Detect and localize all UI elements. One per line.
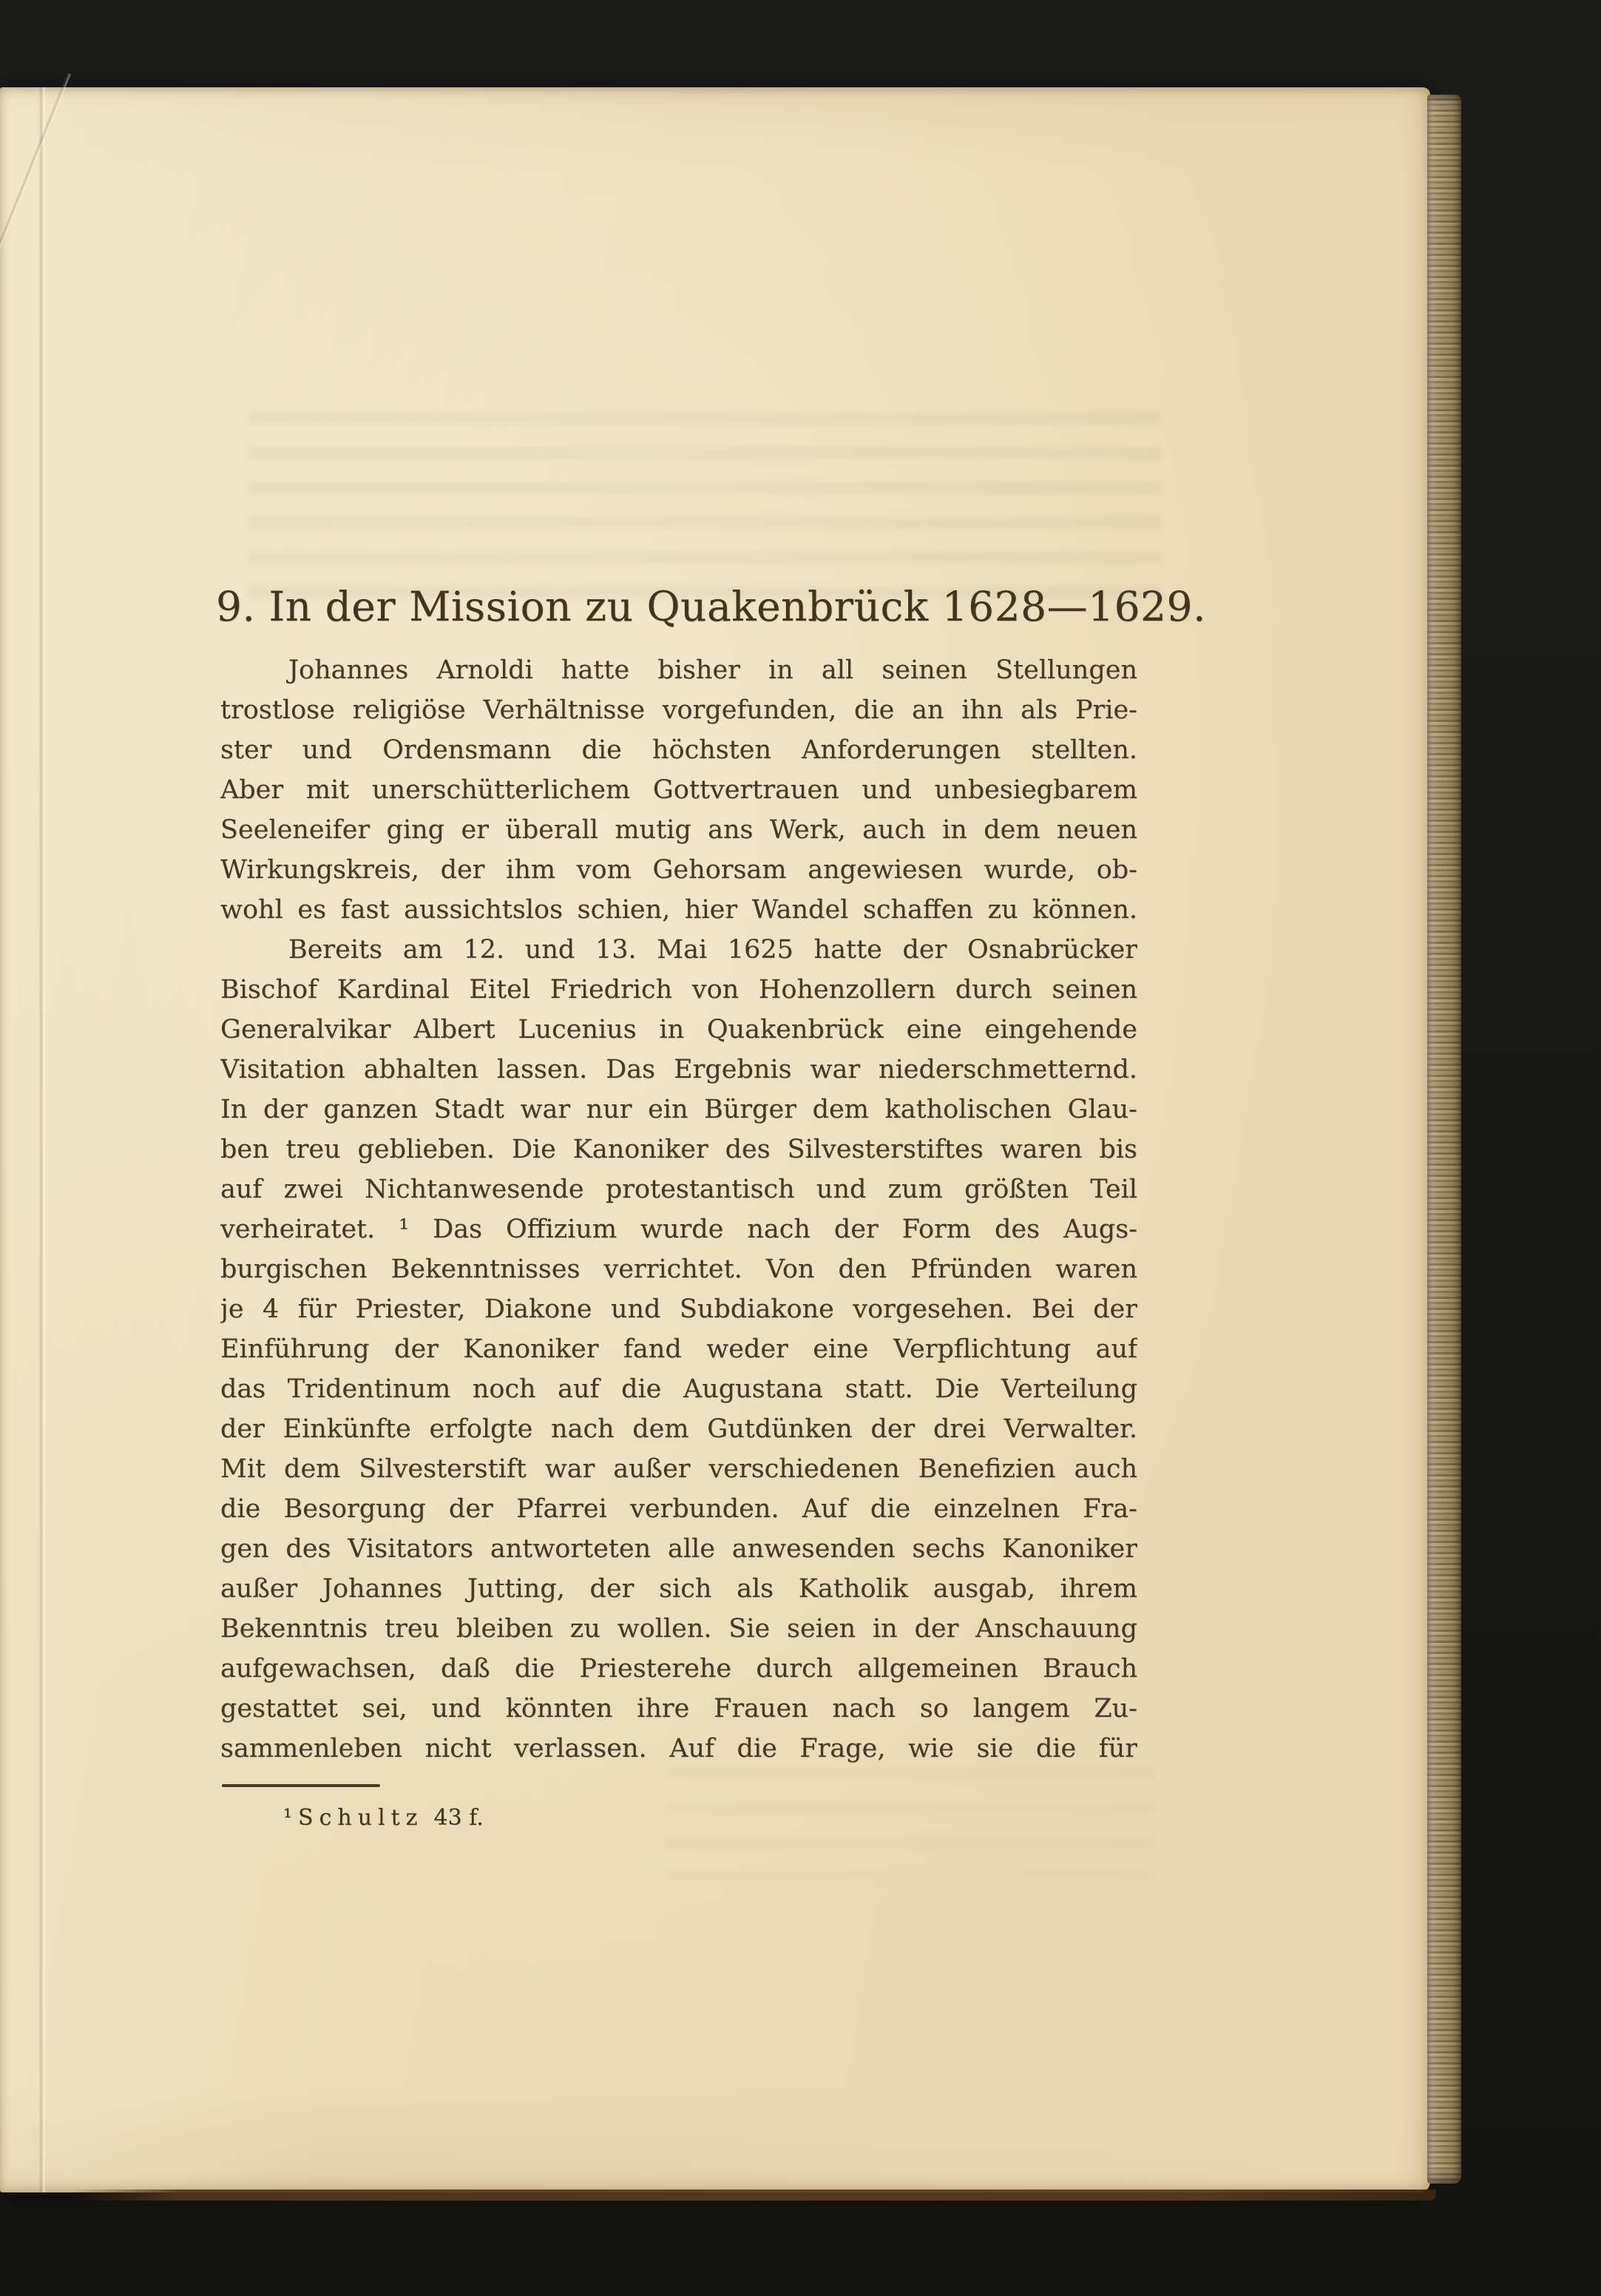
body-line: ben treu geblieben. Die Kanoniker des Silvesterstiftes waren bis <box>220 1135 1137 1164</box>
body-line: Aber mit unerschütterlichem Gottvertrauen und unbesiegbarem <box>220 775 1137 805</box>
body-line: ster und Ordensmann die höchsten Anforderungen stellten. <box>220 735 1137 765</box>
page-crease-diagonal <box>0 72 71 726</box>
footnote-pages: 43 f. <box>433 1805 484 1831</box>
body-line: gen des Visitators antworteten alle anwesenden sechs Kanoniker <box>220 1534 1137 1564</box>
body-line: Bekenntnis treu bleiben zu wollen. Sie seien in der Anschauung <box>220 1614 1137 1644</box>
body-line: Seeleneifer ging er überall mutig ans Werk, auch in dem neuen <box>220 815 1137 845</box>
page-stack-fore-edge <box>1427 95 1461 2184</box>
body-line: der Einkünfte erfolgte nach dem Gutdünken der drei Verwalter. <box>220 1414 1137 1444</box>
body-line: das Tridentinum noch auf die Augustana statt. Die Verteilung <box>220 1374 1137 1404</box>
footnote-rule <box>222 1784 380 1787</box>
body-line: wohl es fast aussichtslos schien, hier Wandel schaffen zu können. <box>220 895 1137 925</box>
body-line: auf zwei Nichtanwesende protestantisch und zum größten Teil <box>220 1175 1137 1204</box>
page-crease <box>38 87 46 2192</box>
body-line: Wirkungskreis, der ihm vom Gehorsam angewiesen wurde, ob- <box>220 855 1137 885</box>
body-line: verheiratet. ¹ Das Offizium wurde nach der Form des Augs- <box>220 1215 1137 1244</box>
bleed-through-text-ghost <box>666 1768 1154 1879</box>
body-line: Johannes Arnoldi hatte bisher in all seinen Stellungen <box>288 655 1137 685</box>
body-line: aufgewachsen, daß die Priesterehe durch allgemeinen Brauch <box>220 1654 1137 1684</box>
section-heading: 9. In der Mission zu Quakenbrück 1628—1629. <box>216 583 1207 630</box>
body-line: sammenleben nicht verlassen. Auf die Frage, wie sie die für <box>220 1734 1137 1763</box>
body-text <box>220 650 1137 1769</box>
body-line: trostlose religiöse Verhältnisse vorgefunden, die an ihn als Prie- <box>220 695 1137 725</box>
body-line: Bereits am 12. und 13. Mai 1625 hatte der Osnabrücker <box>288 935 1137 965</box>
footnote-author: Schultz <box>298 1805 424 1831</box>
body-line: burgischen Bekenntnisses verrichtet. Von den Pfründen waren <box>220 1255 1137 1284</box>
body-line: Bischof Kardinal Eitel Friedrich von Hohenzollern durch seinen <box>220 975 1137 1004</box>
footnote-marker: ¹ <box>283 1805 293 1831</box>
page-stack-bottom-edge <box>71 2189 1436 2201</box>
body-line: außer Johannes Jutting, der sich als Katholik ausgab, ihrem <box>220 1574 1137 1604</box>
body-line: die Besorgung der Pfarrei verbunden. Auf die einzelnen Fra- <box>220 1494 1137 1524</box>
bleed-through-text-ghost <box>248 413 1161 598</box>
body-line: Einführung der Kanoniker fand weder eine Verpflichtung auf <box>220 1334 1137 1364</box>
body-line: gestattet sei, und könnten ihre Frauen nach so langem Zu- <box>220 1694 1137 1723</box>
body-line: Generalvikar Albert Lucenius in Quakenbrück eine eingehende <box>220 1015 1137 1044</box>
body-line: In der ganzen Stadt war nur ein Bürger dem katholischen Glau- <box>220 1095 1137 1124</box>
body-line: Visitation abhalten lassen. Das Ergebnis war niederschmetternd. <box>220 1055 1137 1084</box>
footnote <box>283 1805 484 1831</box>
body-line: Mit dem Silvesterstift war außer verschiedenen Benefizien auch <box>220 1454 1137 1484</box>
body-line: je 4 für Priester, Diakone und Subdiakone vorgesehen. Bei der <box>220 1294 1137 1324</box>
